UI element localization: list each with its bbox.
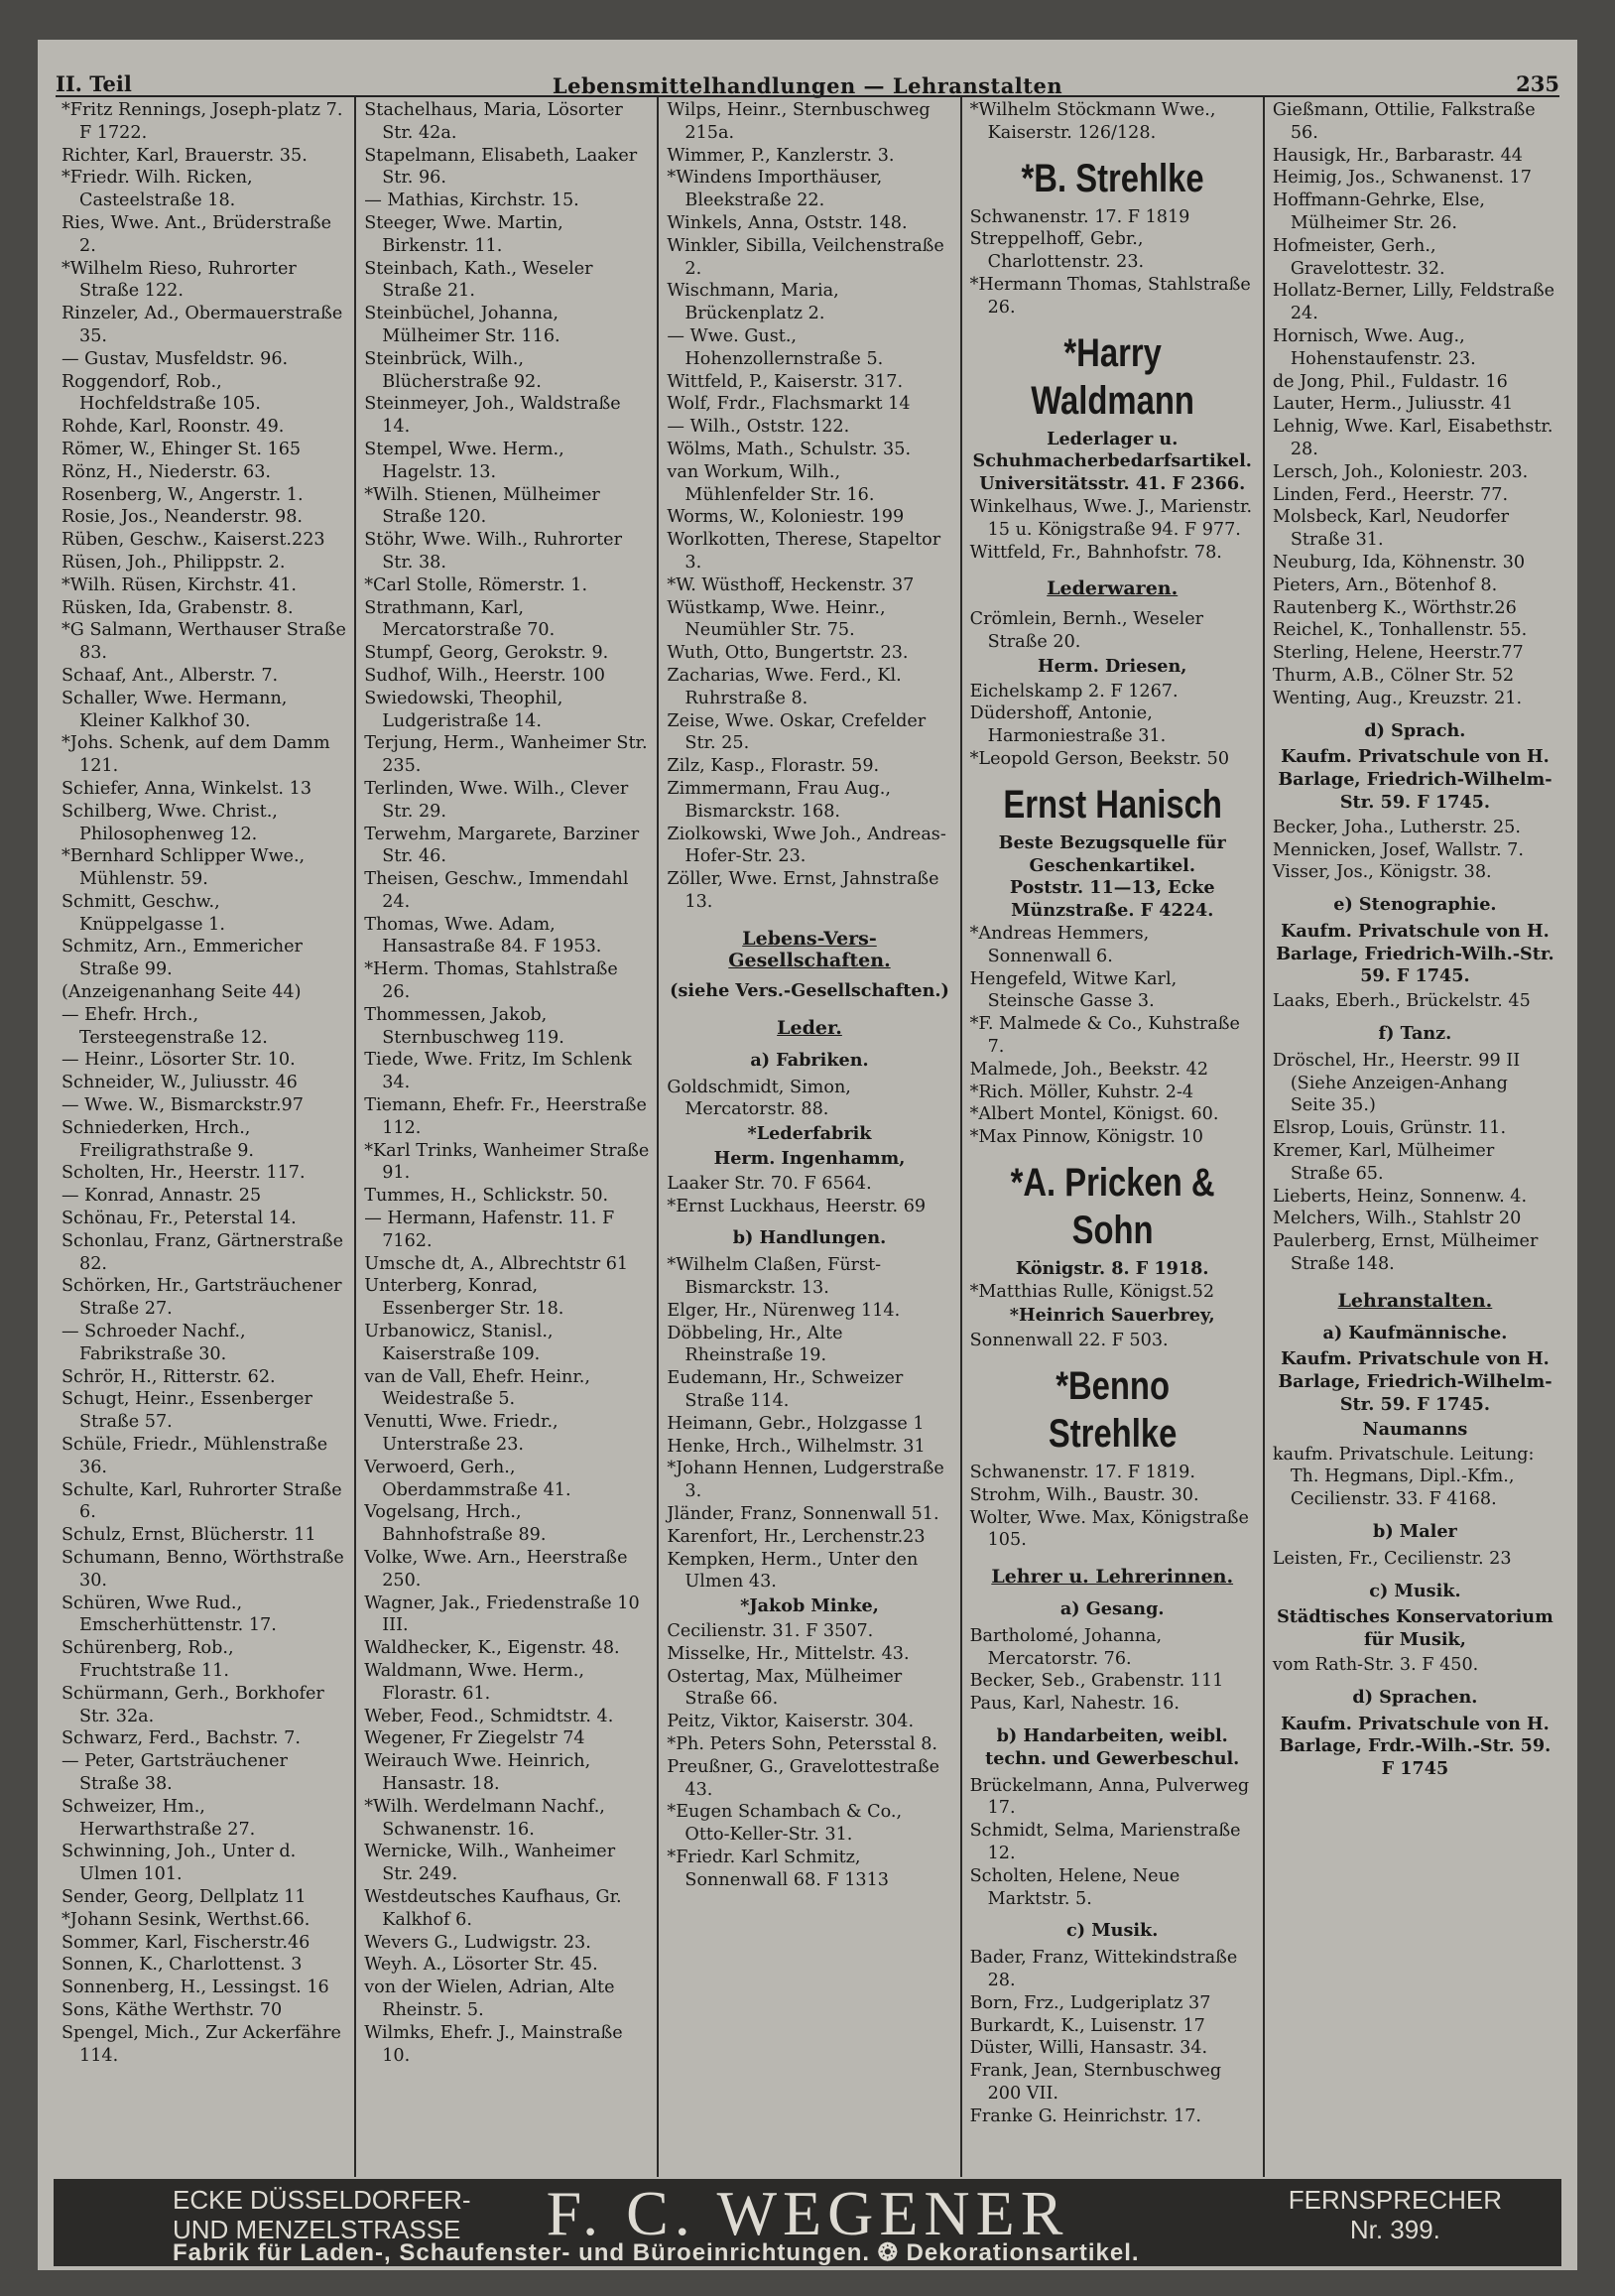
listing-entry: — Wilh., Oststr. 122. [667, 417, 850, 438]
listing-entry: Schonlau, Franz, Gärtnerstraße 82. [62, 1230, 344, 1274]
section-heading: Lebens-Vers-Gesellschaften. [728, 927, 891, 972]
centered-entry: Herm. Ingenhamm, [713, 1148, 906, 1170]
footer-tagline: Fabrik für Laden-, Schaufenster- und Büroeinrichtungen. ❂ Dekorationsartikel. [173, 2239, 1140, 2266]
listing-entry: Becker, Seb., Grabenstr. 111 [969, 1671, 1224, 1692]
listing-entry: Mennicken, Josef, Wallstr. 7. [1272, 839, 1524, 860]
listing-entry: Schmitt, Geschw., Knüppelgasse 1. [62, 891, 225, 935]
subsection-heading: e) Stenographie. [1333, 894, 1497, 916]
listing-entry: — Gustav, Musfeldstr. 96. [62, 348, 289, 369]
centered-entry: Kaufm. Privatschule von H. Barlage, Friedrich-Wilhelm-Str. 59. F 1745. [1278, 746, 1553, 813]
part-label: II. Teil [56, 71, 132, 96]
listing-entry: Streppelhoff, Gebr., Charlottenstr. 23. [969, 229, 1145, 273]
listing-entry: Wimmer, P., Kanzlerstr. 3. [667, 145, 895, 166]
listing-entry: Stapelmann, Elisabeth, Laaker Str. 96. [364, 145, 638, 189]
listing-entry: Eudemann, Hr., Schweizer Straße 114. [667, 1368, 904, 1412]
directory-page [38, 40, 1577, 2270]
listing-entry: *Windens Importhäuser, Bleekstraße 22. [667, 168, 883, 211]
column-4 [962, 97, 1265, 2177]
listing-entry: Elger, Hr., Nürenweg 114. [667, 1300, 901, 1321]
listing-entry: Wittfeld, P., Kaiserstr. 317. [667, 371, 904, 392]
listing-entry: Jländer, Franz, Sonnenwall 51. [667, 1504, 939, 1525]
listing-entry: Steinbach, Kath., Weseler Straße 21. [364, 258, 593, 302]
centered-entry: Kaufm. Privatschule von H. Barlage, Frdr.-Wilh.-Str. 59. F 1745 [1279, 1713, 1552, 1780]
listing-entry: Stumpf, Georg, Gerokstr. 9. [364, 643, 609, 664]
listing-entry: Pieters, Arn., Bötenhof 8. [1272, 574, 1498, 595]
advertisement-text: Lederlager u. Schuhmacherbedarfsartikel. [972, 428, 1252, 472]
advertisement-text: Universitätsstr. 41. F 2366. [979, 473, 1246, 495]
listing-entry: Sender, Georg, Dellplatz 11 [62, 1886, 307, 1907]
listing-entry: *Wilhelm Stöckmann Wwe., Kaiserstr. 126/128. [969, 100, 1216, 143]
listing-entry: Winkelhaus, Wwe. J., Marienstr. 15 u. Königstraße 94. F 977. [969, 496, 1253, 540]
listing-entry: *F. Malmede & Co., Kuhstraße 7. [969, 1014, 1240, 1057]
listing-entry: Peitz, Viktor, Kaiserstr. 304. [667, 1712, 915, 1732]
listing-entry: Kempken, Herm., Unter den Ulmen 43. [667, 1549, 919, 1593]
column-3 [659, 97, 961, 2177]
listing-entry: Weber, Feod., Schmidtstr. 4. [364, 1706, 614, 1726]
advertisement-name: Ernst Hanisch [1002, 782, 1222, 827]
listing-entry: — Wwe. W., Bismarckstr.97 [62, 1095, 304, 1116]
listing-entry: Richter, Karl, Brauerstr. 35. [62, 145, 308, 166]
listing-entry: Theisen, Geschw., Immendahl 24. [364, 869, 629, 912]
listing-entry: Schulz, Ernst, Blücherstr. 11 [62, 1525, 316, 1546]
listing-entry: Malmede, Joh., Beekstr. 42 [969, 1059, 1209, 1080]
listing-entry: Römer, W., Ehinger St. 165 [62, 439, 302, 459]
listing-entry: Becker, Joha., Lutherstr. 25. [1272, 817, 1521, 837]
listing-entry: *Herm. Thomas, Stahlstraße 26. [364, 959, 618, 1003]
listing-entry: Strathmann, Karl, Mercatorstraße 70. [364, 597, 556, 641]
listing-entry: Sons, Käthe Werthstr. 70 [62, 1999, 283, 2020]
listing-entry: — Ehefr. Hrch., Tersteegenstraße 12. [62, 1004, 268, 1048]
listing-entry: Schwanenstr. 17. F 1819. [969, 1463, 1195, 1483]
listing-entry: vom Rath-Str. 3. F 450. [1272, 1655, 1479, 1675]
listing-entry: Düster, Willi, Hansastr. 34. [969, 2038, 1208, 2059]
listing-entry: Misselke, Hr., Mittelstr. 43. [667, 1643, 910, 1664]
listing-entry: Zilz, Kasp., Florastr. 59. [667, 756, 880, 777]
listing-entry: von der Wielen, Adrian, Alte Rheinstr. 5. [364, 1977, 615, 2020]
listing-entry: Winkels, Anna, Oststr. 148. [667, 212, 908, 233]
listing-entry: Wölms, Math., Schulstr. 35. [667, 439, 912, 459]
listing-entry: *Andreas Hemmers, Sonnenwall 6. [969, 923, 1150, 966]
listing-entry: de Jong, Phil., Fuldastr. 16 [1272, 371, 1508, 392]
footer-address-line: UND MENZELSTRASSE [173, 2215, 461, 2244]
listing-entry: Schneider, W., Juliusstr. 46 [62, 1073, 298, 1093]
listing-entry: Rautenberg K., Wörthstr.26 [1272, 597, 1517, 618]
listing-entry: Urbanowicz, Stanisl., Kaiserstraße 109. [364, 1322, 554, 1364]
listing-entry: Henke, Hrch., Wilhelmstr. 31 [667, 1436, 926, 1457]
listing-entry: Hornisch, Wwe. Aug., Hohenstaufenstr. 23. [1272, 325, 1476, 369]
listing-entry: Reichel, K., Tonhallenstr. 55. [1272, 620, 1528, 641]
listing-entry: *Johann Sesink, Werthst.66. [62, 1909, 311, 1930]
listing-entry: Schniederken, Hrch., Freiligrathstraße 9. [62, 1117, 255, 1161]
listing-entry: *Rich. Möller, Kuhstr. 2-4 [969, 1082, 1194, 1102]
listing-entry: Scholten, Hr., Heerstr. 117. [62, 1163, 306, 1184]
listing-entry: Stachelhaus, Maria, Lösorter Str. 42a. [364, 100, 623, 143]
listing-entry: Schumann, Benno, Wörthstraße 30. [62, 1548, 344, 1591]
listing-entry: Franke G. Heinrichstr. 17. [969, 2105, 1202, 2126]
columns [54, 97, 1565, 2177]
footer-phone-number: Nr. 399. [1349, 2215, 1440, 2244]
subsection-heading: b) Handarbeiten, weibl. techn. und Gewerbeschul. [985, 1725, 1240, 1769]
advertisement-text: Königstr. 8. F 1918. [1015, 1257, 1209, 1279]
listing-entry: Umsche dt, A., Albrechtstr 61 [364, 1253, 629, 1274]
listing-entry: Hengefeld, Witwe Karl, Steinsche Gasse 3. [969, 968, 1178, 1012]
listing-entry: Sterling, Helene, Heerstr.77 [1272, 643, 1524, 664]
listing-entry: Wevers G., Ludwigstr. 23. [364, 1932, 591, 1953]
listing-entry: Wolter, Wwe. Max, Königstraße 105. [969, 1507, 1249, 1551]
listing-entry: Born, Frz., Ludgeriplatz 37 [969, 1992, 1211, 2013]
listing-entry: Volke, Wwe. Arn., Heerstraße 250. [364, 1548, 628, 1591]
listing-entry: Ostertag, Max, Mülheimer Straße 66. [667, 1666, 903, 1710]
subsection-heading: c) Musik. [1369, 1580, 1461, 1601]
listing-entry: Visser, Jos., Königstr. 38. [1272, 862, 1492, 883]
subsection-heading: a) Kaufmännische. [1322, 1322, 1508, 1343]
listing-entry: Frank, Jean, Sternbuschweg 200 VII. [969, 2061, 1222, 2104]
listing-entry: Schaller, Wwe. Hermann, Kleiner Kalkhof 30. [62, 688, 288, 731]
page-header [56, 48, 1559, 97]
listing-entry: Verwoerd, Gerh., Oberdammstraße 41. [364, 1457, 571, 1500]
listing-entry: Hausigk, Hr., Barbarastr. 44 [1272, 145, 1523, 166]
subsection-heading: d) Sprachen. [1352, 1686, 1478, 1708]
listing-entry: Kremer, Karl, Mülheimer Straße 65. [1272, 1141, 1495, 1184]
listing-entry: *Karl Trinks, Wanheimer Straße 91. [364, 1140, 650, 1184]
listing-entry: Schörken, Hr., Gartsträuchener Straße 27. [62, 1276, 342, 1320]
listing-entry: Weirauch Wwe. Heinrich, Hansastr. 18. [364, 1751, 591, 1794]
listing-entry: Lersch, Joh., Koloniestr. 203. [1272, 461, 1529, 482]
listing-entry: *Carl Stolle, Römerstr. 1. [364, 574, 588, 595]
listing-entry: Winkler, Sibilla, Veilchenstraße 2. [667, 235, 944, 279]
listing-entry: Schweizer, Hm., Herwarthstraße 27. [62, 1796, 256, 1840]
listing-entry: *Johann Hennen, Ludgerstraße 3. [667, 1459, 944, 1502]
listing-entry: Steeger, Wwe. Martin, Birkenstr. 11. [364, 212, 563, 256]
listing-entry: Karenfort, Hr., Lerchenstr.23 [667, 1526, 926, 1547]
listing-entry: Hollatz-Berner, Lilly, Feldstraße 24. [1272, 281, 1554, 324]
listing-entry: Wüstkamp, Wwe. Heinr., Neumühler Str. 75. [667, 597, 886, 641]
listing-entry: Weyh. A., Lösorter Str. 45. [364, 1955, 598, 1976]
listing-entry: Unterberg, Konrad, Essenberger Str. 18. [364, 1276, 564, 1320]
listing-entry: — Schroeder Nachf., Fabrikstraße 30. [62, 1322, 246, 1364]
listing-entry: Paulerberg, Ernst, Mülheimer Straße 148. [1272, 1231, 1539, 1275]
listing-entry: Tiemann, Ehefr. Fr., Heerstraße 112. [364, 1095, 647, 1138]
listing-entry: Thurm, A.B., Cölner Str. 52 [1272, 665, 1515, 686]
listing-entry: Döbbeling, Hr., Alte Rheinstraße 19. [667, 1323, 843, 1366]
listing-entry: Schiefer, Anna, Winkelst. 13 [62, 778, 312, 799]
listing-entry: Wernicke, Wilh., Wanheimer Str. 249. [364, 1842, 616, 1885]
listing-entry: Schwarz, Ferd., Bachstr. 7. [62, 1728, 301, 1749]
listing-entry: Steinbüchel, Johanna, Mülheimer Str. 116. [364, 304, 560, 346]
listing-entry: Lieberts, Heinz, Sonnenw. 4. [1272, 1186, 1528, 1207]
listing-entry: Ziolkowski, Wwe Joh., Andreas-Hofer-Str. 23. [667, 824, 946, 867]
listing-entry: *Wilh. Werdelmann Nachf., Schwanenstr. 16. [364, 1796, 605, 1840]
column-1 [54, 97, 356, 2177]
listing-entry: van Workum, Wilh., Mühlenfelder Str. 16. [667, 461, 875, 505]
listing-entry: Schrör, H., Ritterstr. 62. [62, 1366, 276, 1387]
listing-entry: Tiede, Wwe. Fritz, Im Schlenk 34. [364, 1050, 632, 1093]
listing-entry: *Matthias Rulle, Königst.52 [969, 1281, 1215, 1302]
listing-entry: Worms, W., Koloniestr. 199 [667, 507, 905, 528]
listing-entry: Paus, Karl, Nahestr. 16. [969, 1694, 1180, 1715]
listing-entry: Terlinden, Wwe. Wilh., Clever Str. 29. [364, 778, 629, 822]
listing-entry: Tummes, H., Schlickstr. 50. [364, 1186, 609, 1207]
listing-entry: *Friedr. Karl Schmitz, Sonnenwall 68. F 1313 [667, 1847, 889, 1890]
centered-entry: Kaufm. Privatschule von H. Barlage, Friedrich-Wilhelm-Str. 59. F 1745. [1278, 1348, 1553, 1416]
centered-entry: *Jakob Minke, [740, 1595, 879, 1617]
subsection-heading: b) Maler [1373, 1521, 1457, 1543]
listing-entry: Elsrop, Louis, Grünstr. 11. [1272, 1118, 1507, 1139]
listing-entry: Zeise, Wwe. Oskar, Crefelder Str. 25. [667, 710, 927, 754]
listing-entry: Rönz, H., Niederstr. 63. [62, 461, 272, 482]
listing-entry: Sonnenberg, H., Lessingst. 16 [62, 1977, 329, 1998]
listing-entry: Schürmann, Gerh., Borkhofer Str. 32a. [62, 1683, 324, 1726]
listing-entry: Hofmeister, Gerh., Gravelottestr. 32. [1272, 235, 1445, 279]
centered-entry: Herm. Driesen, [1038, 655, 1187, 677]
listing-entry: Laaker Str. 70. F 6564. [667, 1173, 872, 1194]
listing-entry: Stempel, Wwe. Herm., Hagelstr. 13. [364, 439, 564, 482]
listing-entry: Schugt, Heinr., Essenberger Straße 57. [62, 1389, 312, 1433]
centered-entry: (siehe Vers.-Gesellschaften.) [670, 980, 949, 1002]
listing-entry: *Wilhelm Claßen, Fürst-Bismarckstr. 13. [667, 1255, 882, 1299]
listing-entry: Stöhr, Wwe. Wilh., Ruhrorter Str. 38. [364, 530, 623, 573]
listing-entry: Wagner, Jak., Friedenstraße 10 III. [364, 1593, 640, 1636]
advertisement-text: Poststr. 11—13, Ecke Münzstraße. F 4224. [1009, 877, 1215, 922]
listing-entry: Spengel, Mich., Zur Ackerfähre 114. [62, 2022, 341, 2066]
listing-entry: van de Vall, Ehefr. Heinr., Weidestraße 5. [364, 1366, 590, 1410]
listing-entry: Laaks, Eberh., Brückelstr. 45 [1272, 991, 1531, 1012]
listing-entry: Schaaf, Ant., Alberstr. 7. [62, 665, 279, 686]
listing-entry: Rüsen, Joh., Philippstr. 2. [62, 552, 286, 573]
footer-phone [1289, 2185, 1502, 2244]
advertisement-text: Beste Bezugsquelle für Geschenkartikel. [998, 831, 1226, 876]
subsection-heading: c) Musik. [1066, 1920, 1159, 1942]
listing-entry: Sommer, Karl, Fischerstr.46 [62, 1932, 311, 1953]
listing-entry: *Hermann Thomas, Stahlstraße 26. [969, 274, 1251, 318]
footer-address-line: ECKE DÜSSELDORFER- [173, 2185, 471, 2215]
listing-entry: Düdershoff, Antonie, Harmoniestraße 31. [969, 703, 1167, 747]
advertisement-name: *B. Strehlke [1021, 156, 1204, 200]
centered-entry: Naumanns [1362, 1418, 1468, 1440]
listing-entry: Terjung, Herm., Wanheimer Str. 235. [364, 733, 648, 777]
listing-entry: Preußner, G., Gravelottestraße 43. [667, 1756, 939, 1800]
listing-entry: *W. Wüsthoff, Heckenstr. 37 [667, 574, 915, 595]
listing-entry: Schmitz, Arn., Emmericher Straße 99. [62, 937, 303, 980]
listing-entry: Goldschmidt, Simon, Mercatorstr. 88. [667, 1077, 851, 1120]
listing-entry: Terwehm, Margarete, Barziner Str. 46. [364, 824, 640, 867]
listing-entry: *G Salmann, Werthauser Straße 83. [62, 620, 346, 664]
listing-entry: Wischmann, Maria, Brückenplatz 2. [667, 281, 839, 324]
listing-entry: Sudhof, Wilh., Heerstr. 100 [364, 665, 605, 686]
listing-entry: Linden, Ferd., Heerstr. 77. [1272, 484, 1509, 505]
listing-entry: Wilps, Heinr., Sternbuschweg 215a. [667, 100, 931, 143]
listing-entry: Wolf, Frdr., Flachsmarkt 14 [667, 394, 911, 415]
listing-entry: *Wilh. Rüsen, Kirchstr. 41. [62, 574, 297, 595]
listing-entry: — Mathias, Kirchstr. 15. [364, 191, 579, 211]
listing-entry: Rohde, Karl, Roonstr. 49. [62, 417, 285, 438]
listing-entry: Schönau, Fr., Peterstal 14. [62, 1209, 297, 1229]
subsection-heading: a) Gesang. [1059, 1598, 1165, 1620]
listing-entry: Wegener, Fr Ziegelstr 74 [364, 1728, 585, 1749]
listing-entry: *Wilh. Stienen, Mülheimer Straße 120. [364, 484, 600, 528]
listing-entry: — Konrad, Annastr. 25 [62, 1186, 262, 1207]
subsection-heading: f) Tanz. [1378, 1023, 1452, 1045]
listing-entry: Dröschel, Hr., Heerstr. 99 II (Siehe Anzeigen-Anhang Seite 35.) [1272, 1050, 1521, 1116]
listing-entry: Worlkotten, Therese, Stapeltor 3. [667, 530, 941, 573]
section-title: Lebensmittelhandlungen — Lehranstalten [552, 73, 1063, 98]
listing-entry: Schilberg, Wwe. Christ., Philosophenweg 12. [62, 801, 278, 844]
listing-entry: Gießmann, Ottilie, Falkstraße 56. [1272, 100, 1536, 143]
listing-entry: Rüsken, Ida, Grabenstr. 8. [62, 597, 294, 618]
listing-entry: Wittfeld, Fr., Bahnhofstr. 78. [969, 542, 1222, 563]
listing-entry: *Wilhelm Rieso, Ruhrorter Straße 122. [62, 258, 297, 302]
listing-entry: Melchers, Wilh., Stahlstr 20 [1272, 1209, 1522, 1229]
listing-entry: Steinbrück, Wilh., Blücherstraße 92. [364, 348, 542, 392]
page-number: 235 [1516, 71, 1559, 96]
listing-entry: Rinzeler, Ad., Obermauerstraße 35. [62, 304, 343, 346]
listing-entry: Zimmermann, Frau Aug., Bismarckstr. 168. [667, 778, 891, 822]
centered-entry: Städtisches Konservatorium für Musik, [1277, 1606, 1553, 1651]
listing-entry: Scholten, Helene, Neue Marktstr. 5. [969, 1865, 1180, 1909]
listing-entry: Eichelskamp 2. F 1267. [969, 681, 1179, 702]
listing-entry: Roggendorf, Rob., Hochfeldstraße 105. [62, 371, 261, 415]
listing-entry: — Peter, Gartsträuchener Straße 38. [62, 1751, 288, 1794]
listing-entry: Crömlein, Bernh., Weseler Straße 20. [969, 609, 1204, 652]
section-heading: Lederwaren. [1047, 577, 1179, 600]
listing-entry: Westdeutsches Kaufhaus, Gr. Kalkhof 6. [364, 1886, 622, 1930]
listing-entry: Schulte, Karl, Ruhrorter Straße 6. [62, 1479, 342, 1523]
section-heading: Lehranstalten. [1337, 1289, 1493, 1312]
section-heading: Lehrer u. Lehrerinnen. [991, 1566, 1234, 1589]
listing-entry: Hoffmann-Gehrke, Else, Mülheimer Str. 26. [1272, 191, 1485, 233]
listing-entry: Heimann, Gebr., Holzgasse 1 [667, 1413, 925, 1434]
listing-entry: Swiedowski, Theophil, Ludgeristraße 14. [364, 688, 563, 731]
listing-entry: — Heinr., Lösorter Str. 10. [62, 1050, 296, 1071]
listing-entry: Sonnenwall 22. F 503. [969, 1331, 1169, 1351]
listing-entry: Wuth, Otto, Bungertstr. 23. [667, 643, 909, 664]
listing-entry: *Johs. Schenk, auf dem Damm 121. [62, 733, 330, 777]
listing-entry: Waldhecker, K., Eigenstr. 48. [364, 1638, 620, 1659]
listing-entry: Cecilienstr. 31. F 3507. [667, 1621, 874, 1641]
listing-entry: *Leopold Gerson, Beekstr. 50 [969, 748, 1230, 769]
listing-entry: Thomas, Wwe. Adam, Hansastraße 84. F 1953. [364, 914, 602, 957]
listing-entry: *Ph. Peters Sohn, Petersstal 8. [667, 1733, 937, 1754]
listing-entry: Ries, Wwe. Ant., Brüderstraße 2. [62, 212, 332, 256]
listing-entry: Wilmks, Ehefr. J., Mainstraße 10. [364, 2022, 623, 2066]
listing-entry: Neuburg, Ida, Köhnenstr. 30 [1272, 552, 1526, 573]
listing-entry: Lauter, Herm., Juliusstr. 41 [1272, 394, 1514, 415]
listing-entry: Zacharias, Wwe. Ferd., Kl. Ruhrstraße 8. [667, 665, 902, 708]
listing-entry: Rosenberg, W., Angerstr. 1. [62, 484, 304, 505]
listing-entry: Strohm, Wilh., Baustr. 30. [969, 1484, 1199, 1505]
listing-entry: Lehnig, Wwe. Karl, Eisabethstr. 28. [1272, 417, 1553, 459]
advertisement-name: *Harry Waldmann [1030, 330, 1194, 423]
listing-entry: Schwinning, Joh., Unter d. Ulmen 101. [62, 1842, 297, 1885]
listing-entry: Burkardt, K., Luisenstr. 17 [969, 2015, 1205, 2036]
centered-entry: *Heinrich Sauerbrey, [1009, 1305, 1215, 1327]
listing-entry: — Hermann, Hafenstr. 11. F 7162. [364, 1209, 615, 1251]
listing-entry: Bartholomé, Johanna, Mercatorstr. 76. [969, 1625, 1163, 1669]
listing-entry: Bader, Franz, Wittekindstraße 28. [969, 1948, 1238, 1991]
subsection-heading: b) Handlungen. [732, 1227, 887, 1249]
advertisement-name: *Benno Strehlke [1048, 1364, 1177, 1457]
listing-entry: *Fritz Rennings, Joseph-platz 7. F 1722. [62, 100, 343, 143]
listing-entry: Thommessen, Jakob, Sternbuschweg 119. [364, 1004, 564, 1048]
column-2 [356, 97, 659, 2177]
advertisement-name: *A. Pricken & Sohn [1010, 1160, 1215, 1252]
subsection-heading: d) Sprach. [1364, 719, 1466, 741]
footer-advertisement [54, 2179, 1561, 2266]
listing-entry: — Wwe. Gust., Hohenzollernstraße 5. [667, 325, 884, 369]
listing-entry: Venutti, Wwe. Friedr., Unterstraße 23. [364, 1412, 559, 1456]
column-5 [1265, 97, 1565, 2177]
listing-entry: Schüle, Friedr., Mühlenstraße 36. [62, 1435, 328, 1477]
listing-entry: *Eugen Schambach & Co., Otto-Keller-Str. 31. [667, 1802, 903, 1846]
listing-entry: *Bernhard Schlipper Wwe., Mühlenstr. 59. [62, 846, 306, 890]
listing-entry: Brückelmann, Anna, Pulverweg 17. [969, 1775, 1250, 1819]
listing-entry: Rosie, Jos., Neanderstr. 98. [62, 507, 303, 528]
centered-entry: Kaufm. Privatschule von H. Barlage, Friedrich-Wilh.-Str. 59. F 1745. [1276, 920, 1554, 987]
listing-entry: Leisten, Fr., Cecilienstr. 23 [1272, 1548, 1512, 1569]
listing-entry: Zöller, Wwe. Ernst, Jahnstraße 13. [667, 869, 939, 912]
listing-entry: Waldmann, Wwe. Herm., Florastr. 61. [364, 1660, 584, 1704]
listing-entry: kaufm. Privatschule. Leitung: Th. Hegmans, Dipl.-Kfm., Cecilienstr. 33. F 4168. [1272, 1444, 1535, 1510]
footer-brand: F. C. WEGENER [546, 2178, 1069, 2248]
listing-entry: Steinmeyer, Joh., Waldstraße 14. [364, 394, 621, 438]
listing-entry: Rüben, Geschw., Kaiserst.223 [62, 530, 325, 551]
listing-entry: Vogelsang, Hrch., Bahnhofstraße 89. [364, 1502, 547, 1546]
centered-entry: *Lederfabrik [747, 1123, 872, 1145]
footer-phone-label: FERNSPRECHER [1288, 2185, 1502, 2215]
listing-entry: *Friedr. Wilh. Ricken, Casteelstraße 18. [62, 168, 253, 211]
subsection-heading: a) Fabriken. [750, 1049, 869, 1071]
listing-entry: Molsbeck, Karl, Neudorfer Straße 31. [1272, 507, 1510, 551]
listing-entry: *Max Pinnow, Königstr. 10 [969, 1127, 1203, 1148]
listing-entry: Sonnen, K., Charlottenst. 3 [62, 1955, 303, 1976]
listing-entry: *Albert Montel, Königst. 60. [969, 1104, 1219, 1125]
listing-entry: Schwanenstr. 17. F 1819 [969, 206, 1190, 227]
listing-entry: Schmidt, Selma, Marienstraße 12. [969, 1821, 1241, 1864]
listing-entry: (Anzeigenanhang Seite 44) [62, 982, 302, 1003]
listing-entry: Wenting, Aug., Kreuzstr. 21. [1272, 688, 1523, 708]
listing-entry: Schürenberg, Rob., Fruchtstraße 11. [62, 1638, 234, 1681]
listing-entry: Schüren, Wwe Rud., Emscherhüttenstr. 17. [62, 1593, 277, 1636]
section-heading: Leder. [777, 1017, 842, 1040]
listing-entry: *Ernst Luckhaus, Heerstr. 69 [667, 1196, 927, 1216]
listing-entry: Heimig, Jos., Schwanenst. 17 [1272, 168, 1532, 189]
